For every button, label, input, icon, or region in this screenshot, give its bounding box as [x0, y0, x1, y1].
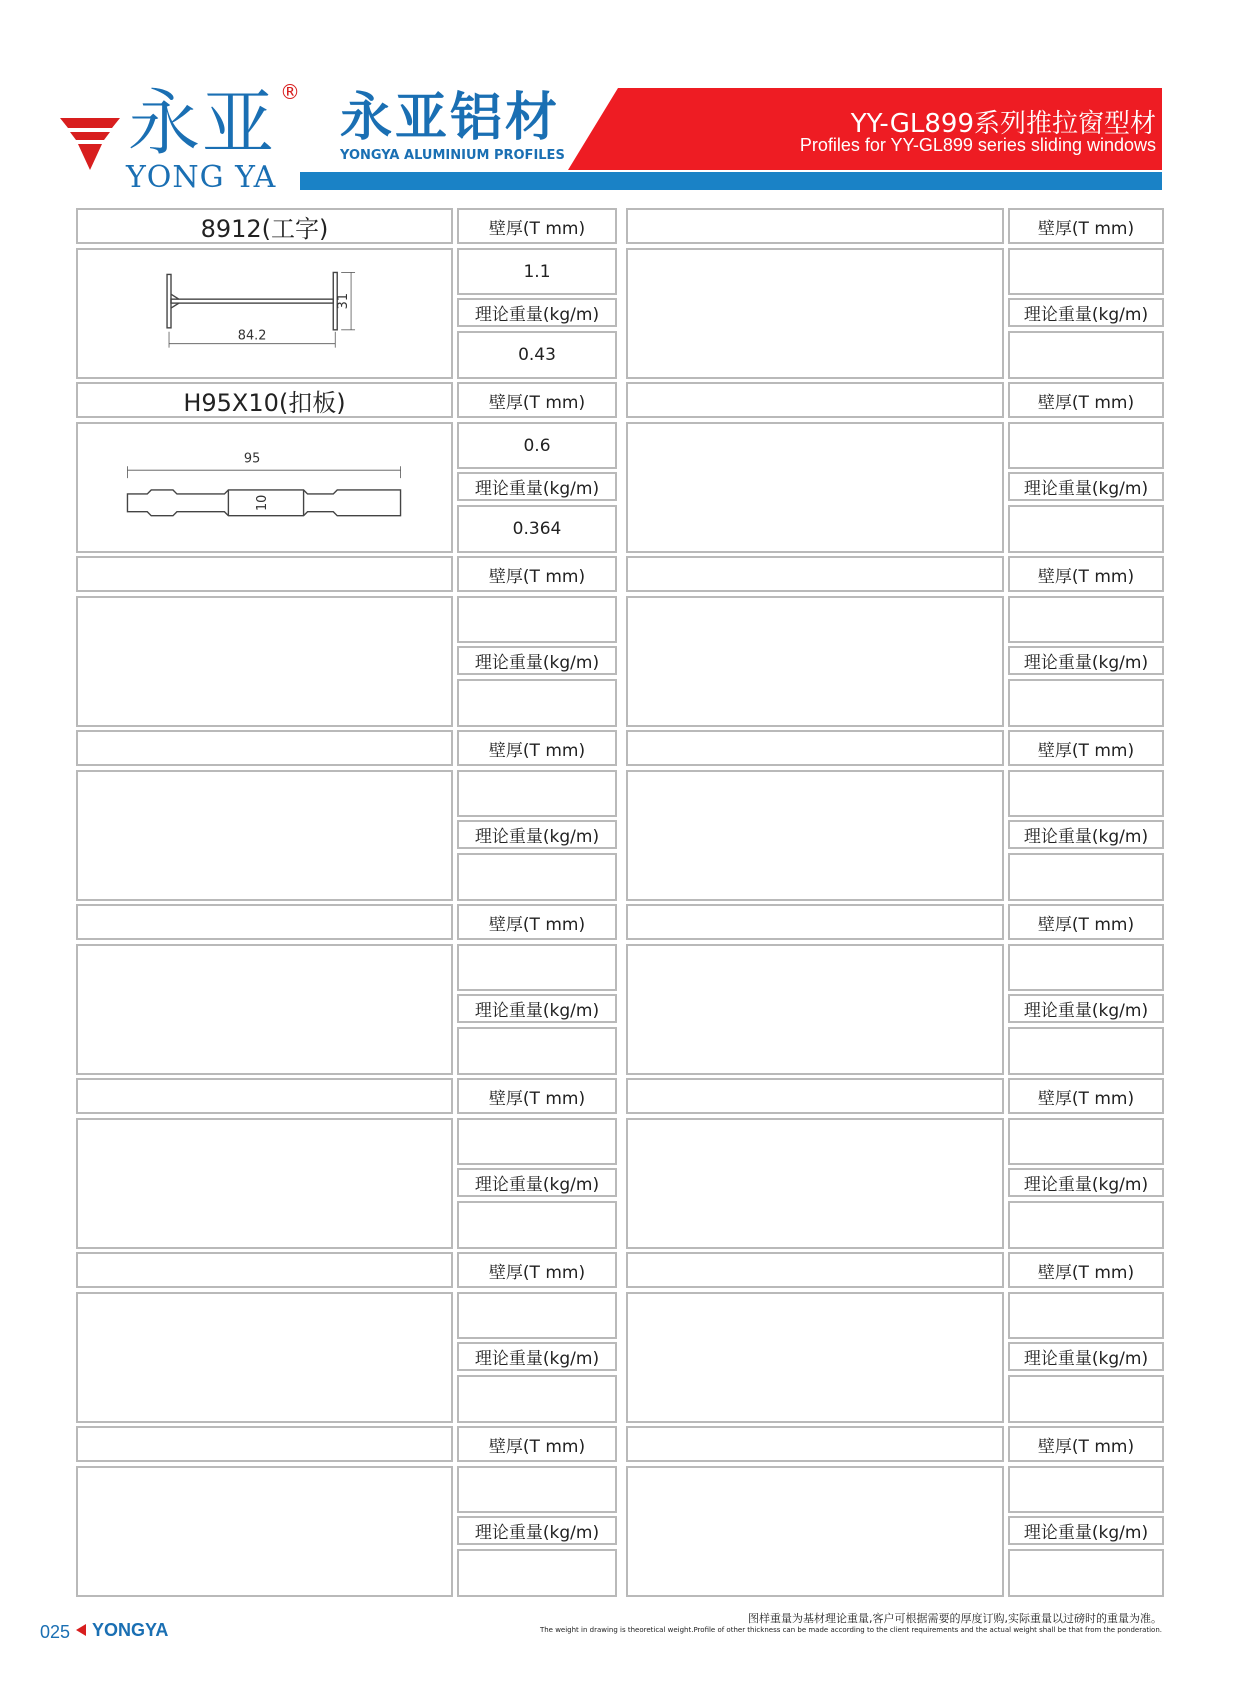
- profile-name-cell: [626, 1252, 1004, 1288]
- weight-value: [1008, 1201, 1164, 1249]
- profile-name-cell: [76, 1252, 453, 1288]
- weight-label: 理论重量(kg/m): [1008, 1516, 1164, 1545]
- weight-value: [1008, 1549, 1164, 1597]
- header-blue-bar: [300, 172, 1162, 190]
- profile-section-drawing: [78, 422, 451, 553]
- profile-name-cell: [76, 904, 453, 940]
- thickness-value: 0.6: [457, 422, 617, 469]
- profile-drawing-cell: [626, 1466, 1004, 1597]
- weight-label: 理论重量(kg/m): [1008, 820, 1164, 849]
- thickness-label: 壁厚(T mm): [1008, 1252, 1164, 1288]
- weight-label: 理论重量(kg/m): [457, 1168, 617, 1197]
- profile-drawing-cell: [626, 944, 1004, 1075]
- thickness-value: [457, 770, 617, 817]
- weight-note-chinese: 图样重量为基材理论重量,客户可根据需要的厚度订购,实际重量以过磅时的重量为准。: [748, 1612, 1162, 1625]
- profile-name-cell: [626, 1078, 1004, 1114]
- thickness-label: 壁厚(T mm): [457, 730, 617, 766]
- profile-section-drawing: [78, 248, 451, 379]
- weight-label: 理论重量(kg/m): [457, 1342, 617, 1371]
- logo-english: YONG YA: [126, 160, 277, 195]
- profile-name-cell: H95X10(扣板): [76, 382, 453, 418]
- profile-drawing-cell: [76, 596, 453, 727]
- logo-chinese: 永亚: [128, 81, 277, 165]
- thickness-label: 壁厚(T mm): [457, 1252, 617, 1288]
- thickness-value: [1008, 248, 1164, 295]
- thickness-value: [1008, 1292, 1164, 1339]
- thickness-value: [1008, 944, 1164, 991]
- weight-value: [1008, 1375, 1164, 1423]
- weight-value: [457, 1549, 617, 1597]
- profile-name-cell: [626, 382, 1004, 418]
- profile-name-cell: [626, 730, 1004, 766]
- weight-value: 0.364: [457, 505, 617, 553]
- profile-drawing-cell: [76, 422, 453, 553]
- thickness-label: 壁厚(T mm): [457, 1078, 617, 1114]
- thickness-value: [457, 1466, 617, 1513]
- width-dimension: 84.2: [237, 328, 267, 344]
- height-dimension: 31: [336, 292, 352, 310]
- thickness-value: [457, 1118, 617, 1165]
- weight-value: [1008, 505, 1164, 553]
- weight-note-english: The weight in drawing is theoretical weight.Profile of other thickness can be made according to the client requirements and the actual weight shall be that from the ponderation.: [539, 1626, 1162, 1634]
- profile-drawing-cell: [76, 1466, 453, 1597]
- profile-name-cell: [626, 904, 1004, 940]
- profile-drawing-cell: [76, 248, 453, 379]
- thickness-label: 壁厚(T mm): [457, 1426, 617, 1462]
- weight-label: 理论重量(kg/m): [1008, 1168, 1164, 1197]
- thickness-label: 壁厚(T mm): [1008, 208, 1164, 244]
- thickness-label: 壁厚(T mm): [457, 208, 617, 244]
- thickness-value: [1008, 596, 1164, 643]
- profile-name-cell: [76, 556, 453, 592]
- profile-name-cell: [76, 1426, 453, 1462]
- weight-label: 理论重量(kg/m): [457, 646, 617, 675]
- profile-drawing-cell: [626, 248, 1004, 379]
- thickness-value: [1008, 770, 1164, 817]
- brand-name-english: YONGYA ALUMINIUM PROFILES: [340, 148, 565, 163]
- profile-name-cell: [626, 208, 1004, 244]
- series-title-english: Profiles for YY-GL899 series sliding windows: [799, 135, 1156, 155]
- weight-value: [1008, 679, 1164, 727]
- arrow-left-icon: [76, 1624, 86, 1636]
- weight-label: 理论重量(kg/m): [1008, 298, 1164, 327]
- thickness-value: [457, 944, 617, 991]
- profile-drawing-cell: [76, 1118, 453, 1249]
- weight-label: 理论重量(kg/m): [1008, 1342, 1164, 1371]
- profile-drawing-cell: [626, 596, 1004, 727]
- profile-drawing-cell: [626, 770, 1004, 901]
- weight-value: 0.43: [457, 331, 617, 379]
- height-dimension: 10: [254, 494, 270, 512]
- weight-label: 理论重量(kg/m): [457, 298, 617, 327]
- thickness-label: 壁厚(T mm): [457, 556, 617, 592]
- thickness-label: 壁厚(T mm): [1008, 1078, 1164, 1114]
- thickness-value: [457, 1292, 617, 1339]
- profile-name-cell: 8912(工字): [76, 208, 453, 244]
- thickness-label: 壁厚(T mm): [1008, 730, 1164, 766]
- profile-drawing-cell: [76, 1292, 453, 1423]
- weight-value: [457, 1027, 617, 1075]
- weight-label: 理论重量(kg/m): [457, 1516, 617, 1545]
- profile-drawing-cell: [626, 1118, 1004, 1249]
- weight-label: 理论重量(kg/m): [1008, 472, 1164, 501]
- footer-brand: YONGYA: [92, 1620, 169, 1640]
- thickness-value: [1008, 1118, 1164, 1165]
- thickness-label: 壁厚(T mm): [1008, 382, 1164, 418]
- brand-name-chinese: 永亚铝材: [340, 88, 561, 148]
- weight-label: 理论重量(kg/m): [1008, 994, 1164, 1023]
- weight-value: [1008, 331, 1164, 379]
- series-title-chinese: YY-GL899系列推拉窗型材: [850, 109, 1156, 139]
- thickness-label: 壁厚(T mm): [1008, 1426, 1164, 1462]
- thickness-label: 壁厚(T mm): [457, 382, 617, 418]
- registered-mark: ®: [280, 80, 300, 104]
- profile-name-cell: [76, 1078, 453, 1114]
- weight-value: [1008, 1027, 1164, 1075]
- thickness-value: [457, 596, 617, 643]
- weight-value: [1008, 853, 1164, 901]
- weight-label: 理论重量(kg/m): [457, 994, 617, 1023]
- profile-name-cell: [626, 1426, 1004, 1462]
- profile-drawing-cell: [626, 1292, 1004, 1423]
- page-number: 025: [40, 1622, 71, 1642]
- thickness-value: 1.1: [457, 248, 617, 295]
- weight-value: [457, 1201, 617, 1249]
- weight-label: 理论重量(kg/m): [1008, 646, 1164, 675]
- weight-value: [457, 853, 617, 901]
- profile-drawing-cell: [626, 422, 1004, 553]
- profile-name-cell: [76, 730, 453, 766]
- yongya-logo-icon: [60, 112, 120, 174]
- thickness-value: [1008, 1466, 1164, 1513]
- width-dimension: 95: [243, 451, 261, 467]
- thickness-label: 壁厚(T mm): [457, 904, 617, 940]
- profile-drawing-cell: [76, 770, 453, 901]
- thickness-label: 壁厚(T mm): [1008, 904, 1164, 940]
- thickness-label: 壁厚(T mm): [1008, 556, 1164, 592]
- profile-name-cell: [626, 556, 1004, 592]
- thickness-value: [1008, 422, 1164, 469]
- profile-drawing-cell: [76, 944, 453, 1075]
- weight-value: [457, 679, 617, 727]
- weight-value: [457, 1375, 617, 1423]
- weight-label: 理论重量(kg/m): [457, 472, 617, 501]
- weight-label: 理论重量(kg/m): [457, 820, 617, 849]
